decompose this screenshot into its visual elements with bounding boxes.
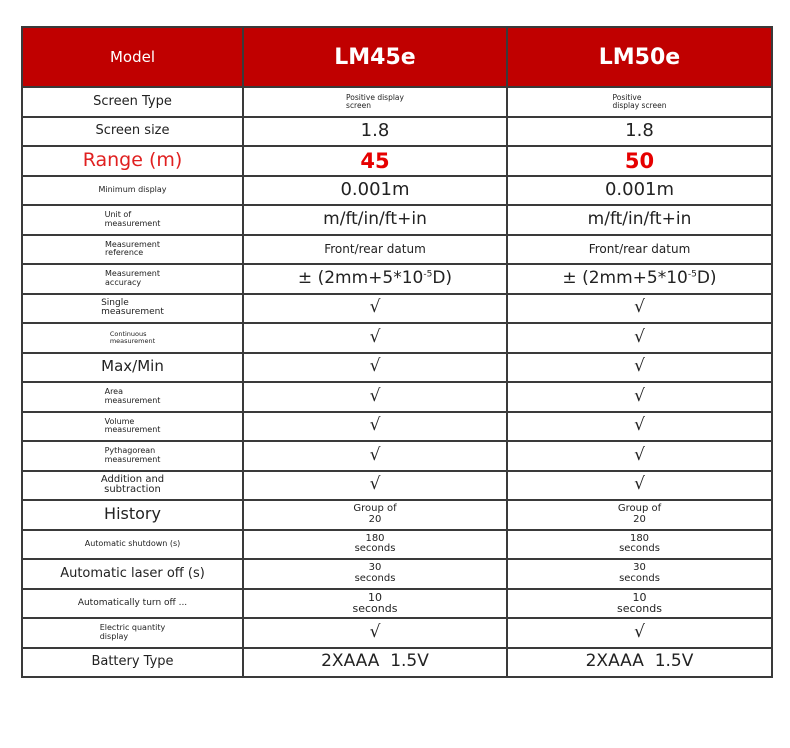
cell-value: 2XAAA 1.5V <box>507 648 772 678</box>
cell-value: 30 seconds <box>507 559 772 589</box>
table-row <box>22 87 772 117</box>
header-row <box>22 27 772 87</box>
cell-value: 10 seconds <box>243 589 507 619</box>
table-row <box>22 205 772 235</box>
table-row <box>22 500 772 530</box>
table-row <box>22 589 772 619</box>
table-row <box>22 146 772 176</box>
row-label: Automatically turn off ... <box>22 589 243 619</box>
table-row <box>22 353 772 383</box>
check-mark: √ <box>243 618 507 648</box>
cell-value: ± $(2mm+5*10^{-5}D)$ <box>507 264 772 294</box>
cell-value: ± $(2mm+5*10^{-5}D)$ <box>243 264 507 294</box>
check-mark: √ <box>243 471 507 501</box>
cell-value: m/ft/in/ft+in <box>507 205 772 235</box>
cell-value: 0.001m <box>243 176 507 206</box>
check-mark: √ <box>507 294 772 324</box>
check-mark: √ <box>243 294 507 324</box>
spec-comparison-table <box>21 26 773 678</box>
row-label: Automatic laser off (s) <box>22 559 243 589</box>
check-mark: √ <box>243 382 507 412</box>
table-row <box>22 441 772 471</box>
cell-value: 10 seconds <box>507 589 772 619</box>
cell-value: Positive display screen <box>507 87 772 117</box>
cell-value: 180 seconds <box>243 530 507 560</box>
check-mark: √ <box>243 441 507 471</box>
row-label: Electric quantity display <box>22 618 243 648</box>
row-label: Area measurement <box>22 382 243 412</box>
check-mark: √ <box>507 618 772 648</box>
row-label: Unit of measurement <box>22 205 243 235</box>
check-mark: √ <box>507 412 772 442</box>
check-mark: √ <box>243 353 507 383</box>
row-label: Screen size <box>22 117 243 147</box>
table-row <box>22 471 772 501</box>
cell-value: 45 <box>243 146 507 176</box>
table-row <box>22 264 772 294</box>
check-mark: √ <box>507 353 772 383</box>
cell-value: Front/rear datum <box>507 235 772 265</box>
cell-value: 50 <box>507 146 772 176</box>
cell-value: Front/rear datum <box>243 235 507 265</box>
table-row <box>22 294 772 324</box>
row-label: Range (m) <box>22 146 243 176</box>
cell-value: 1.8 <box>507 117 772 147</box>
row-label: Addition and subtraction <box>22 471 243 501</box>
cell-value: Group of 20 <box>243 500 507 530</box>
row-label: Pythagorean measurement <box>22 441 243 471</box>
check-mark: √ <box>507 441 772 471</box>
cell-value: 1.8 <box>243 117 507 147</box>
cell-value: m/ft/in/ft+in <box>243 205 507 235</box>
table-row <box>22 235 772 265</box>
cell-value: Group of 20 <box>507 500 772 530</box>
row-label: Single measurement <box>22 294 243 324</box>
row-label: Continuous measurement <box>22 323 243 353</box>
check-mark: √ <box>507 323 772 353</box>
table-row <box>22 618 772 648</box>
table-row <box>22 648 772 678</box>
table-row <box>22 559 772 589</box>
model-header: Model <box>22 27 243 87</box>
table-row <box>22 412 772 442</box>
row-label: History <box>22 500 243 530</box>
table-row <box>22 323 772 353</box>
row-label: Minimum display <box>22 176 243 206</box>
product-header-lm50e: LM50e <box>507 27 772 87</box>
table-row <box>22 117 772 147</box>
check-mark: √ <box>243 412 507 442</box>
table-row <box>22 382 772 412</box>
check-mark: √ <box>243 323 507 353</box>
check-mark: √ <box>507 471 772 501</box>
cell-value: 30 seconds <box>243 559 507 589</box>
row-label: Screen Type <box>22 87 243 117</box>
table-row <box>22 530 772 560</box>
check-mark: √ <box>507 382 772 412</box>
row-label: Max/Min <box>22 353 243 383</box>
row-label: Measurement accuracy <box>22 264 243 294</box>
cell-value: 0.001m <box>507 176 772 206</box>
table-row <box>22 176 772 206</box>
cell-value: Positive display screen <box>243 87 507 117</box>
cell-value: 180 seconds <box>507 530 772 560</box>
row-label: Measurement reference <box>22 235 243 265</box>
product-header-lm45e: LM45e <box>243 27 507 87</box>
row-label: Battery Type <box>22 648 243 678</box>
row-label: Automatic shutdown (s) <box>22 530 243 560</box>
row-label: Volume measurement <box>22 412 243 442</box>
cell-value: 2XAAA 1.5V <box>243 648 507 678</box>
